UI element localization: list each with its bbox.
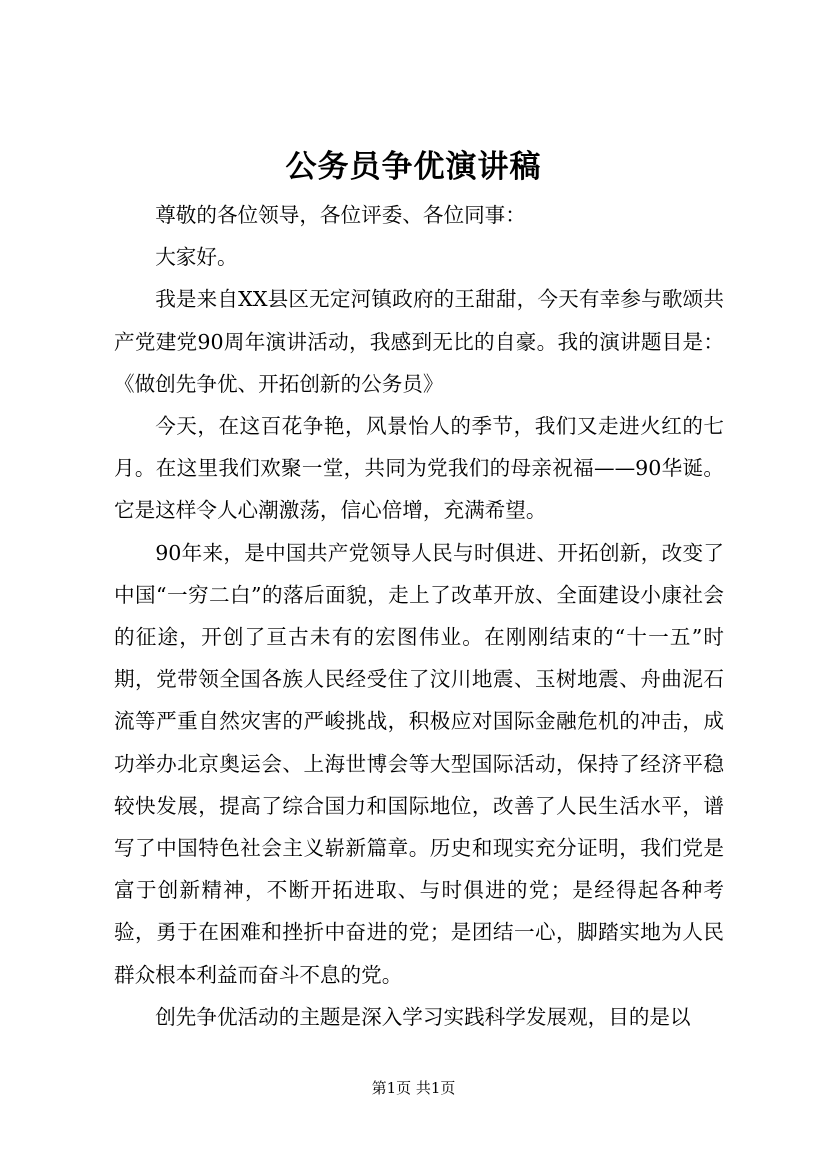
page-number-footer: 第1页 共1页 (371, 1079, 456, 1097)
paragraph-history: 90年来，是中国共产党领导人民与时俱进、开拓创新，改变了中国“一穷二白”的落后面貌，走上了改革开放、全面建设小康社会的征途，开创了亘古未有的宏图伟业。在刚刚结束的“十一五”时期，党带领全国各族人民经受住了汶川地震、玉树地震、舟曲泥石流等严重自然灾害的严峻挑战，积极应对国际金融危机的冲击，成功举办北京奥运会、上海世博会等大型国际活动，保持了经济平稳较快发展，提高了综合国力和国际地位，改善了人民生活水平，谱写了中国特色社会主义崭新篇章。历史和现实充分证明，我们党是富于创新精神，不断开拓进取、与时俱进的党；是经得起各种考验，勇于在困难和挫折中奋进的党；是团结一心，脚踏实地为人民群众根本利益而奋斗不息的党。 (114, 540, 724, 987)
paragraph-july: 今天，在这百花争艳，风景怡人的季节，我们又走进火红的七月。在这里我们欢聚一堂，共同为党我们的母亲祝福——90华诞。它是这样令人心潮激荡，信心倍增，充满希望。 (114, 414, 724, 523)
paragraph-greeting: 大家好。 (155, 245, 238, 270)
paragraph-salutation: 尊敬的各位领导，各位评委、各位同事： (155, 203, 526, 227)
paragraph-activity-theme: 创先争优活动的主题是深入学习实践科学发展观，目的是以 (155, 1004, 691, 1029)
document-body (114, 194, 724, 1038)
document-title: 公务员争优演讲稿 (285, 149, 542, 185)
paragraph-introduction: 我是来自XX县区无定河镇政府的王甜甜，今天有幸参与歌颂共产党建党90周年演讲活动，我感到无比的自豪。我的演讲题目是：《做创先争优、开拓创新的公务员》 (114, 287, 724, 396)
